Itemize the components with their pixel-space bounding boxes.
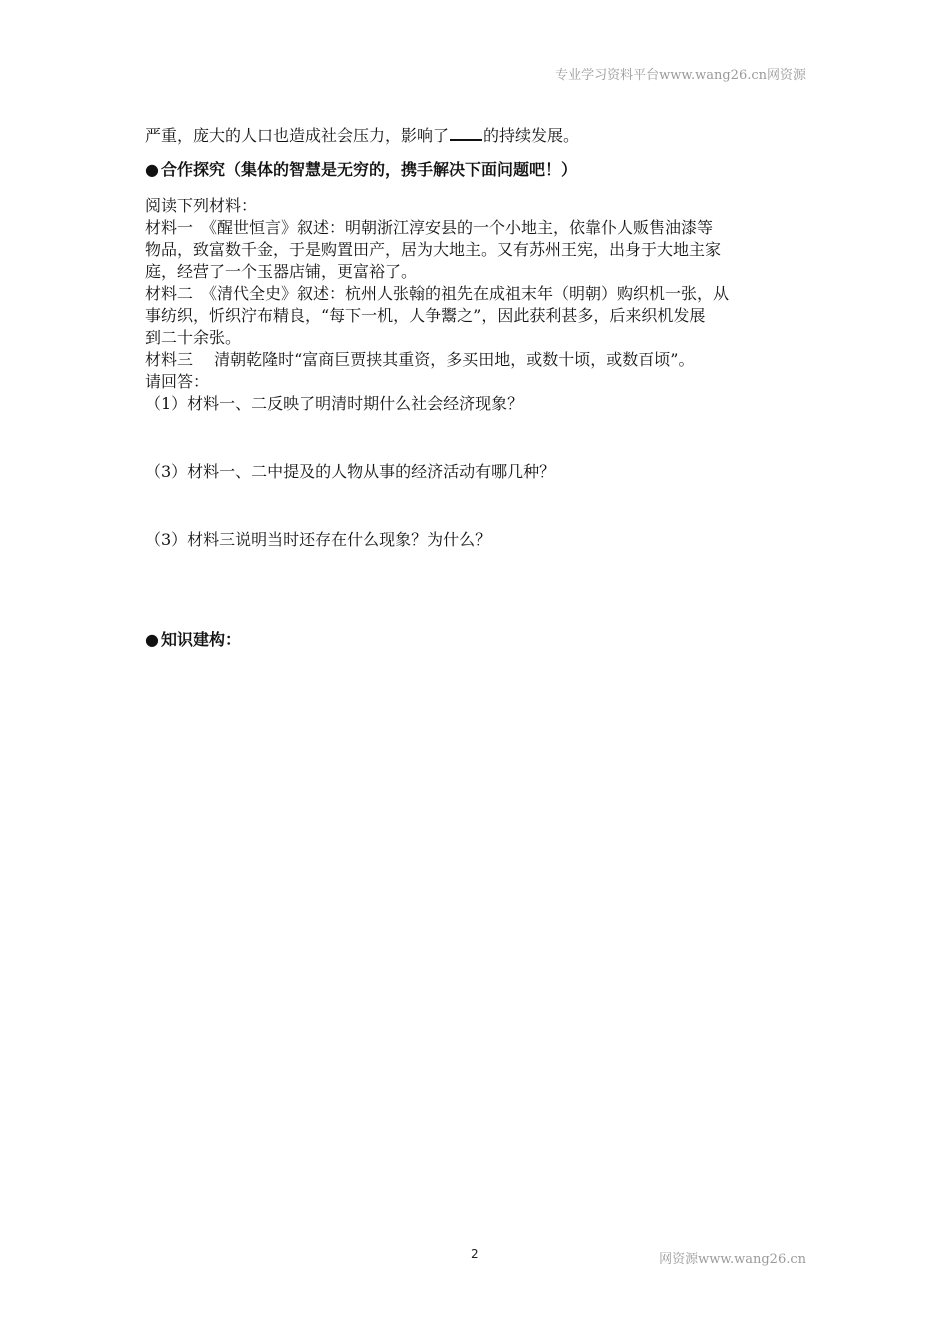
answer-space-1[interactable] xyxy=(145,415,813,461)
material-line: 到二十余张。 xyxy=(145,328,242,347)
intro-text-before: 严重，庞大的人口也造成社会压力，影响了 xyxy=(145,126,450,145)
bullet-icon: ● xyxy=(145,160,159,179)
question-1: （1）材料一、二反映了明清时期什么社会经济现象？ xyxy=(145,394,524,413)
fill-in-blank[interactable] xyxy=(450,123,482,141)
answer-space-3[interactable] xyxy=(145,551,813,629)
material-line: 庭，经营了一个玉器店铺，更富裕了。 xyxy=(145,262,418,281)
material-line: 材料三 清朝乾隆时“富商巨贾挟其重资，多买田地，或数十顷，或数百顷”。 xyxy=(145,350,695,369)
material-line: 材料一 《醒世恒言》叙述：明朝浙江淳安县的一个小地主，依靠仆人贩售油漆等 xyxy=(145,218,714,237)
bullet-icon: ● xyxy=(145,630,159,649)
page-number: 2 xyxy=(471,1247,479,1261)
intro-text-after: 的持续发展。 xyxy=(483,126,580,145)
knowledge-heading xyxy=(145,629,813,651)
document-body xyxy=(145,123,813,651)
question-3: （3）材料三说明当时还存在什么现象？为什么？ xyxy=(145,530,492,549)
cooperation-title: 合作探究（集体的智慧是无穷的，携手解决下面问题吧！） xyxy=(160,160,577,179)
page-header-watermark: 专业学习资料平台www.wang26.cn网资源 xyxy=(555,68,806,83)
cooperation-heading xyxy=(145,159,813,181)
question-2: （3）材料一、二中提及的人物从事的经济活动有哪几种？ xyxy=(145,462,556,481)
page-footer-watermark: 网资源www.wang26.cn xyxy=(659,1252,806,1267)
material-line: 物品，致富数千金，于是购置田产，居为大地主。又有苏州王宪，出身于大地主家 xyxy=(145,240,722,259)
materials-lead: 阅读下列材料： xyxy=(145,196,258,215)
material-line: 事纺织，忻织泞布精良，“每下一机，人争鬻之”，因此获利甚多，后来织机发展 xyxy=(145,306,706,325)
answer-space-2[interactable] xyxy=(145,483,813,529)
material-line: 材料二 《清代全史》叙述：杭州人张翰的祖先在成祖末年（明朝）购织机一张，从 xyxy=(145,284,730,303)
knowledge-title: 知识建构： xyxy=(160,630,241,649)
material-line: 请回答： xyxy=(145,372,210,391)
intro-line xyxy=(145,123,813,147)
